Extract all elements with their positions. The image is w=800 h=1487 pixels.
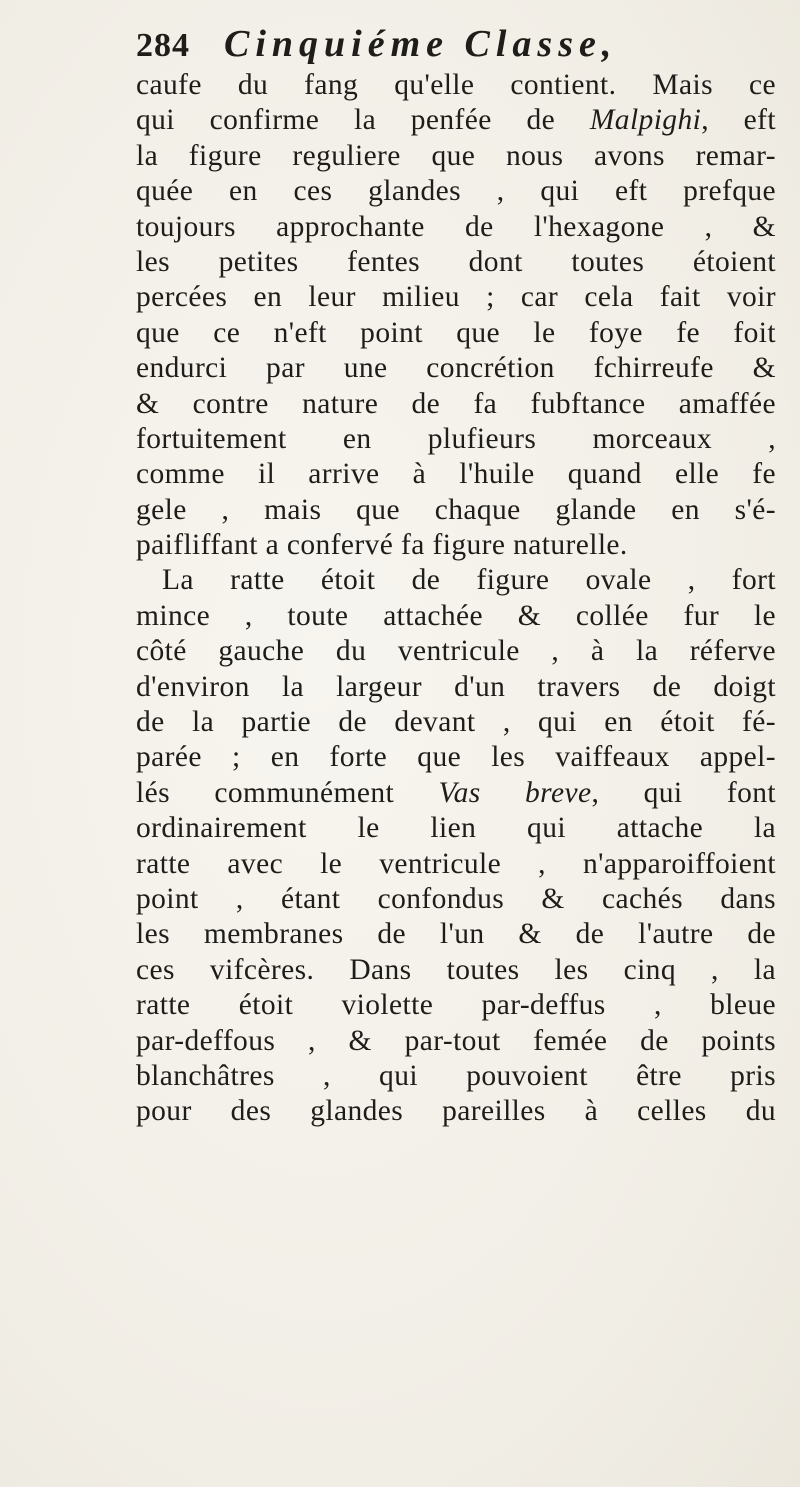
text-line: comme il arrive à l'huile quand elle fe [136, 458, 776, 491]
text-line: lés communément Vas breve, qui font [136, 776, 776, 809]
text-line: d'environ la largeur d'un travers de doigt [136, 670, 776, 703]
text-line: gele , mais que chaque glande en s'é- [136, 493, 776, 526]
text-line: percées en leur milieu ; car cela fait voir [136, 281, 776, 314]
text-line: endurci par une concrétion fchirreufe & [136, 352, 776, 385]
text-line: paifliffant a confervé fa figure naturelle. [136, 529, 628, 562]
text-line: ces vifcères. Dans toutes les cinq , la [136, 953, 776, 986]
text-line: de la partie de devant , qui en étoit fé- [136, 706, 776, 739]
text-line: côté gauche du ventricule , à la réferve [136, 635, 776, 668]
page-header [136, 22, 617, 70]
text-line: pour des glandes pareilles à celles du [136, 1095, 776, 1128]
text-line: fortuitement en plufieurs morceaux , [136, 422, 776, 455]
text-line: quée en ces glandes , qui eft prefque [136, 175, 776, 208]
text-line: qui confirme la penfée de Malpighi, eft [136, 104, 776, 137]
text-line: point , étant confondus & cachés dans [136, 882, 776, 915]
text-line: ratte avec le ventricule , n'apparoiffoient [136, 847, 776, 880]
text-line: mince , toute attachée & collée fur le [136, 599, 776, 632]
text-line: ordinairement le lien qui attache la [136, 812, 776, 845]
text-line: par-deffous , & par-tout femée de points [136, 1024, 776, 1057]
running-head: Cinquiéme Classe, [224, 23, 618, 65]
body-text [136, 68, 776, 1130]
text-line: blanchâtres , qui pouvoient être pris [136, 1059, 776, 1092]
text-line: les petites fentes dont toutes étoient [136, 245, 776, 278]
text-line: La ratte étoit de figure ovale , fort [162, 564, 776, 597]
text-line: caufe du fang qu'elle contient. Mais ce [136, 69, 776, 101]
text-line: & contre nature de fa fubftance amaffée [136, 387, 776, 420]
text-line: parée ; en forte que les vaiffeaux appel- [136, 741, 776, 774]
text-line: ratte étoit violette par-deffus , bleue [136, 989, 776, 1022]
page-number: 284 [136, 27, 190, 64]
text-line: toujours approchante de l'hexagone , & [136, 210, 776, 243]
text-line: les membranes de l'un & de l'autre de [136, 918, 776, 951]
text-line: que ce n'eft point que le foye fe foit [136, 316, 776, 349]
text-line: la figure reguliere que nous avons remar- [136, 139, 776, 172]
